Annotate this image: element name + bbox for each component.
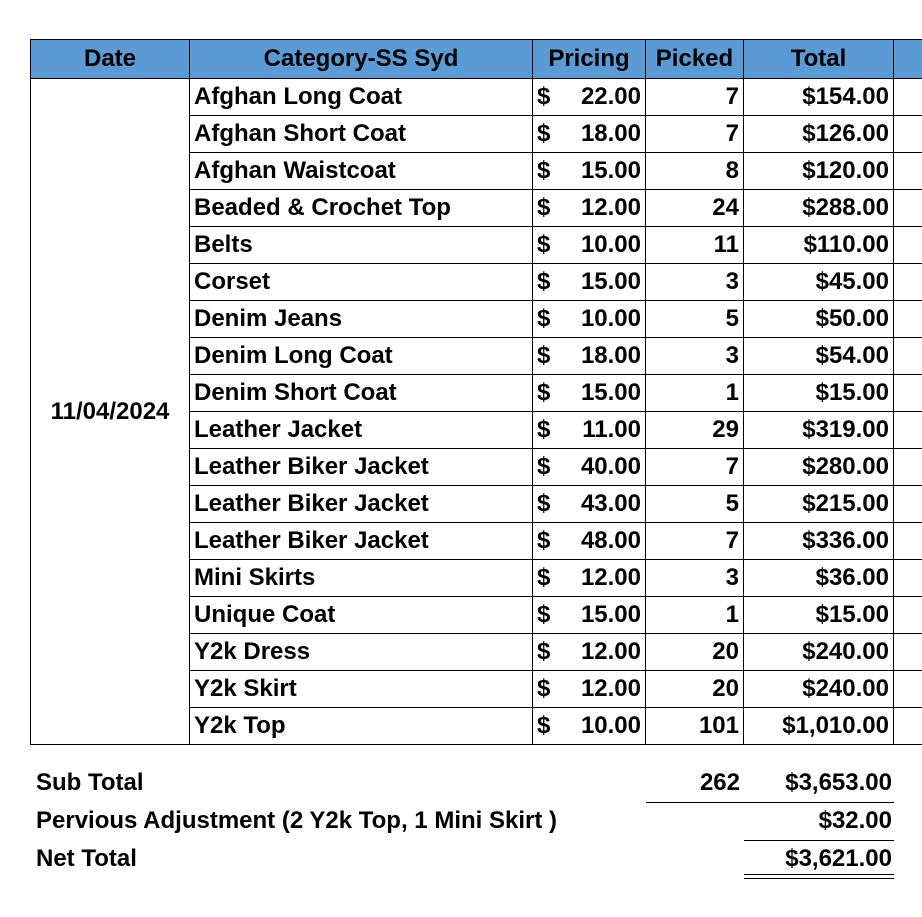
picked-cell[interactable]: 3 [646, 264, 744, 301]
currency-symbol: $ [537, 379, 551, 406]
picked-cell[interactable]: 20 [646, 671, 744, 708]
currency-symbol: $ [537, 268, 551, 295]
extra-cell[interactable] [894, 560, 922, 597]
pricing-amount: 11.00 [582, 416, 641, 443]
category-cell[interactable]: Mini Skirts [190, 560, 533, 597]
category-cell[interactable]: Denim Short Coat [190, 375, 533, 412]
category-cell[interactable]: Beaded & Crochet Top [190, 190, 533, 227]
net-total-double-underline [744, 874, 894, 879]
currency-symbol: $ [537, 712, 551, 739]
pricing-cell[interactable] [533, 412, 646, 449]
total-cell[interactable]: $36.00 [744, 560, 894, 597]
adjustment-label[interactable]: Pervious Adjustment (2 Y2k Top, 1 Mini Skirt ) [36, 807, 557, 834]
pricing-amount: 15.00 [580, 601, 641, 628]
adjustment-row [30, 803, 922, 841]
currency-symbol: $ [537, 194, 551, 221]
pricing-amount: 48.00 [580, 527, 641, 554]
category-cell[interactable]: Leather Biker Jacket [190, 523, 533, 560]
net-total-value[interactable]: $3,621.00 [785, 845, 892, 872]
pricing-amount: 15.00 [580, 157, 641, 184]
total-cell[interactable]: $110.00 [744, 227, 894, 264]
category-cell[interactable]: Afghan Waistcoat [190, 153, 533, 190]
header-row [31, 40, 922, 79]
pricing-cell[interactable] [533, 116, 646, 153]
extra-cell[interactable] [894, 634, 922, 671]
extra-cell[interactable] [894, 597, 922, 634]
total-cell[interactable]: $50.00 [744, 301, 894, 338]
pricing-amount: 12.00 [580, 675, 641, 702]
subtotal-row [30, 765, 922, 803]
currency-symbol: $ [537, 157, 551, 184]
currency-symbol: $ [537, 527, 551, 554]
total-cell[interactable]: $15.00 [744, 375, 894, 412]
pricing-amount: 18.00 [580, 120, 641, 147]
header-extra-cell[interactable] [894, 40, 922, 79]
extra-cell[interactable] [894, 116, 922, 153]
pricing-cell[interactable] [533, 264, 646, 301]
currency-symbol: $ [537, 231, 551, 258]
header-category[interactable]: Category-SS Syd [190, 40, 533, 79]
pricing-amount: 43.00 [580, 490, 641, 517]
picked-cell[interactable]: 7 [646, 449, 744, 486]
picked-cell[interactable]: 101 [646, 708, 744, 745]
pricing-cell[interactable] [533, 634, 646, 671]
net-total-row [30, 841, 922, 879]
total-cell[interactable]: $15.00 [744, 597, 894, 634]
extra-cell[interactable] [894, 486, 922, 523]
total-cell[interactable]: $280.00 [744, 449, 894, 486]
picked-cell[interactable]: 8 [646, 153, 744, 190]
pricing-amount: 18.00 [580, 342, 641, 369]
total-cell[interactable]: $336.00 [744, 523, 894, 560]
picked-cell[interactable]: 5 [646, 301, 744, 338]
pricing-amount: 15.00 [580, 379, 641, 406]
total-cell[interactable]: $288.00 [744, 190, 894, 227]
extra-cell[interactable] [894, 264, 922, 301]
extra-cell[interactable] [894, 153, 922, 190]
currency-symbol: $ [537, 638, 551, 665]
currency-symbol: $ [537, 564, 551, 591]
category-cell[interactable]: Belts [190, 227, 533, 264]
category-cell[interactable]: Corset [190, 264, 533, 301]
category-cell[interactable]: Denim Jeans [190, 301, 533, 338]
currency-symbol: $ [537, 675, 551, 702]
pricing-cell[interactable] [533, 486, 646, 523]
pricing-amount: 12.00 [580, 638, 641, 665]
category-cell[interactable]: Leather Jacket [190, 412, 533, 449]
category-cell[interactable]: Leather Biker Jacket [190, 486, 533, 523]
extra-cell[interactable] [894, 338, 922, 375]
table-body [31, 79, 922, 745]
pick-table [30, 39, 922, 745]
picked-cell[interactable]: 3 [646, 560, 744, 597]
date-cell[interactable]: 11/04/2024 [31, 79, 190, 745]
total-cell[interactable]: $1,010.00 [744, 708, 894, 745]
currency-symbol: $ [537, 120, 551, 147]
header-picked[interactable]: Picked [646, 40, 744, 79]
header-pricing[interactable]: Pricing [533, 40, 646, 79]
summary-section [30, 765, 922, 879]
pricing-amount: 12.00 [580, 564, 641, 591]
total-cell[interactable]: $120.00 [744, 153, 894, 190]
pricing-cell[interactable] [533, 597, 646, 634]
total-cell[interactable]: $215.00 [744, 486, 894, 523]
subtotal-picked[interactable]: 262 [699, 769, 740, 796]
picked-cell[interactable]: 7 [646, 79, 744, 116]
pricing-cell[interactable] [533, 79, 646, 116]
pricing-amount: 15.00 [580, 268, 641, 295]
extra-cell[interactable] [894, 227, 922, 264]
pricing-cell[interactable] [533, 708, 646, 745]
pricing-amount: 10.00 [580, 305, 641, 332]
picked-cell[interactable]: 24 [646, 190, 744, 227]
net-total-label[interactable]: Net Total [36, 845, 137, 872]
pricing-amount: 22.00 [580, 83, 641, 110]
pricing-amount: 40.00 [580, 453, 641, 480]
pricing-cell[interactable] [533, 375, 646, 412]
category-cell[interactable]: Y2k Dress [190, 634, 533, 671]
picked-cell[interactable]: 1 [646, 597, 744, 634]
total-cell[interactable]: $54.00 [744, 338, 894, 375]
category-cell[interactable]: Leather Biker Jacket [190, 449, 533, 486]
pricing-cell[interactable] [533, 153, 646, 190]
picked-cell[interactable]: 11 [646, 227, 744, 264]
header-date[interactable]: Date [31, 40, 190, 79]
pricing-amount: 12.00 [580, 194, 641, 221]
total-cell[interactable]: $319.00 [744, 412, 894, 449]
pricing-amount: 10.00 [580, 231, 641, 258]
extra-cell[interactable] [894, 671, 922, 708]
pricing-cell[interactable] [533, 449, 646, 486]
picked-cell[interactable]: 1 [646, 375, 744, 412]
pricing-cell[interactable] [533, 301, 646, 338]
total-cell[interactable]: $240.00 [744, 634, 894, 671]
picked-cell[interactable]: 20 [646, 634, 744, 671]
currency-symbol: $ [537, 416, 551, 443]
category-cell[interactable]: Afghan Long Coat [190, 79, 533, 116]
picked-cell[interactable]: 5 [646, 486, 744, 523]
extra-cell[interactable] [894, 79, 922, 116]
header-total[interactable]: Total [744, 40, 894, 79]
category-cell[interactable]: Y2k Skirt [190, 671, 533, 708]
adjustment-total[interactable]: $32.00 [818, 807, 892, 834]
picked-cell[interactable]: 7 [646, 116, 744, 153]
pricing-cell[interactable] [533, 671, 646, 708]
category-cell[interactable]: Denim Long Coat [190, 338, 533, 375]
extra-cell[interactable] [894, 523, 922, 560]
pricing-cell[interactable] [533, 190, 646, 227]
picked-cell[interactable]: 29 [646, 412, 744, 449]
currency-symbol: $ [537, 453, 551, 480]
total-cell[interactable]: $45.00 [744, 264, 894, 301]
pricing-amount: 10.00 [580, 712, 641, 739]
extra-cell[interactable] [894, 190, 922, 227]
total-cell[interactable]: $126.00 [744, 116, 894, 153]
total-cell[interactable]: $154.00 [744, 79, 894, 116]
pricing-cell[interactable] [533, 227, 646, 264]
currency-symbol: $ [537, 601, 551, 628]
picked-cell[interactable]: 3 [646, 338, 744, 375]
currency-symbol: $ [537, 305, 551, 332]
currency-symbol: $ [537, 342, 551, 369]
category-cell[interactable]: Unique Coat [190, 597, 533, 634]
subtotal-label[interactable]: Sub Total [36, 769, 144, 796]
pricing-cell[interactable] [533, 523, 646, 560]
extra-cell[interactable] [894, 412, 922, 449]
subtotal-total[interactable]: $3,653.00 [785, 769, 892, 796]
extra-cell[interactable] [894, 375, 922, 412]
category-cell[interactable]: Y2k Top [190, 708, 533, 745]
spreadsheet [30, 39, 922, 745]
table-row [31, 79, 922, 116]
pricing-cell[interactable] [533, 560, 646, 597]
total-cell[interactable]: $240.00 [744, 671, 894, 708]
category-cell[interactable]: Afghan Short Coat [190, 116, 533, 153]
extra-cell[interactable] [894, 301, 922, 338]
picked-cell[interactable]: 7 [646, 523, 744, 560]
extra-cell[interactable] [894, 449, 922, 486]
currency-symbol: $ [537, 490, 551, 517]
extra-cell[interactable] [894, 708, 922, 745]
currency-symbol: $ [537, 83, 551, 110]
pricing-cell[interactable] [533, 338, 646, 375]
